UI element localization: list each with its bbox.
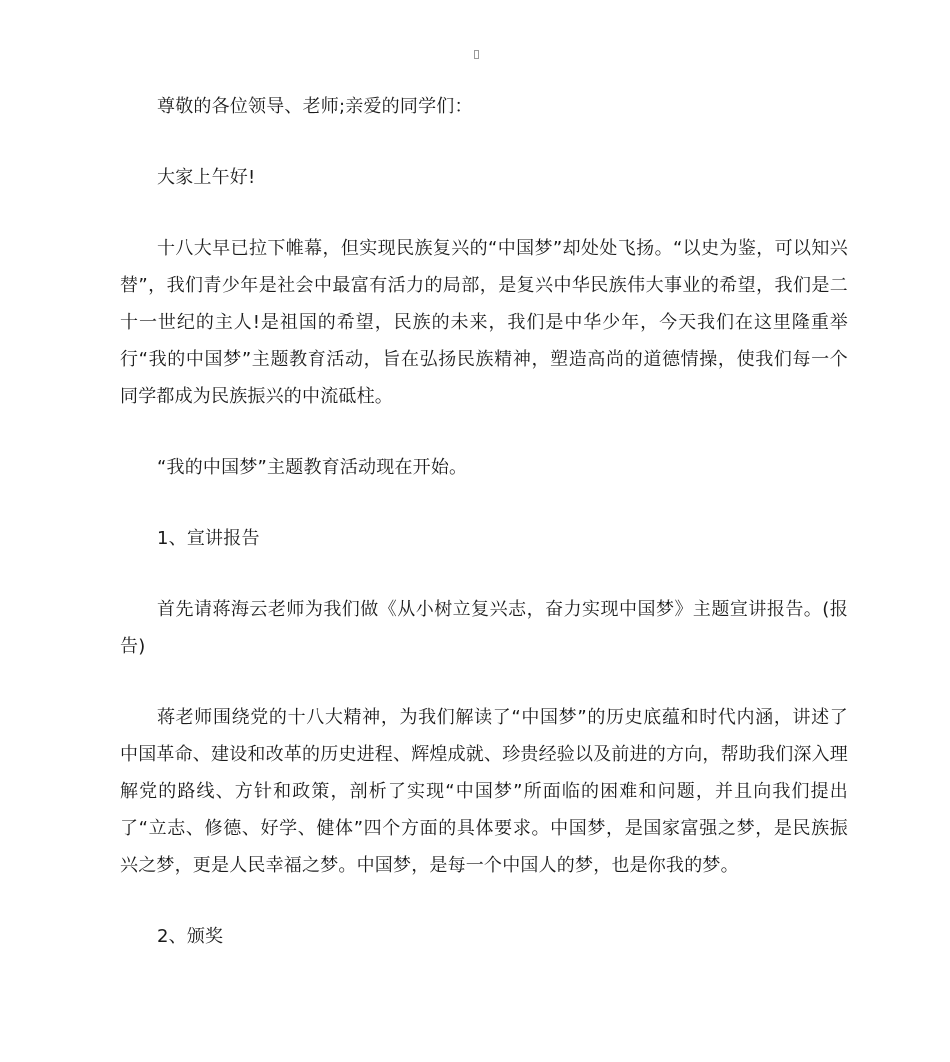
salutation: 尊敬的各位领导、老师;亲爱的同学们：	[157, 96, 473, 117]
report-intro: 首先请蒋海云老师为我们做《从小树立复兴志，奋力实现中国梦》主题宣讲报告。(报告)	[120, 599, 848, 657]
greeting: 大家上午好!	[157, 167, 256, 188]
section-heading-report: 1、宣讲报告	[157, 528, 260, 549]
opening-paragraph: 十八大早已拉下帷幕，但实现民族复兴的“中国梦”却处处飞扬。“以史为鉴，可以知兴替”，我们青少年是社会中最富有活力的局部，是复兴中华民族伟大事业的希望，我们是二十一世纪的主人!是祖国的希望，民族的未来，我们是中华少年，今天我们在这里隆重举行“我的中国梦”主题教育活动，旨在弘扬民族精神，塑造高尚的道德情操，使我们每一个同学都成为民族振兴的中流砥柱。	[120, 238, 848, 407]
report-summary: 蒋老师围绕党的十八大精神，为我们解读了“中国梦”的历史底蕴和时代内涵，讲述了中国革命、建设和改革的历史进程、辉煌成就、珍贵经验以及前进的方向，帮助我们深入理解党的路线、方针和政策，剖析了实现“中国梦”所面临的困难和问题，并且向我们提出了“立志、修德、好学、健体”四个方面的具体要求。中国梦，是国家富强之梦，是民族振兴之梦，更是人民幸福之梦。中国梦，是每一个中国人的梦，也是你我的梦。	[120, 707, 848, 876]
header-placeholder-glyph	[474, 50, 479, 59]
document-body	[120, 88, 848, 989]
activity-start: “我的中国梦”主题教育活动现在开始。	[157, 457, 468, 478]
section-heading-award: 2、颁奖	[157, 926, 224, 947]
